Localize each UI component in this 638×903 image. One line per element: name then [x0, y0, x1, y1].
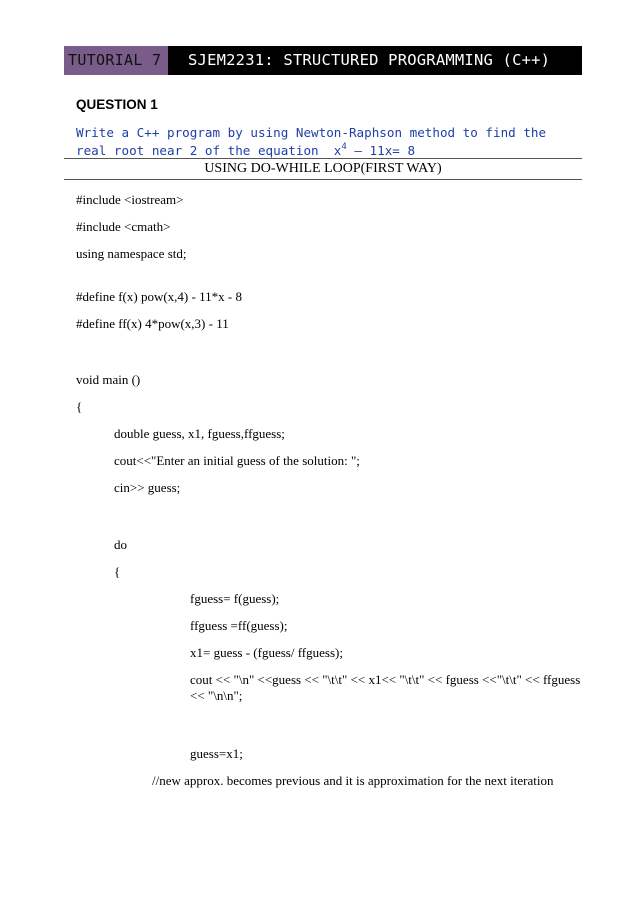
question-label: QUESTION 1	[76, 97, 158, 112]
code-line: {	[76, 399, 83, 414]
code-line: using namespace std;	[76, 246, 187, 261]
code-line: guess=x1;	[190, 746, 243, 761]
heading-bottom-rule	[64, 179, 582, 180]
code-line: {	[114, 564, 121, 579]
code-comment: //new approx. becomes previous and it is approximation for the next iteration	[152, 773, 554, 788]
section-heading: USING DO-WHILE LOOP(FIRST WAY)	[204, 161, 442, 176]
heading-top-rule	[64, 158, 582, 159]
tutorial-label: TUTORIAL 7	[64, 46, 168, 75]
code-line: void main ()	[76, 372, 141, 387]
exponent: 4	[341, 142, 347, 152]
course-title: SJEM2231: STRUCTURED PROGRAMMING (C++)	[174, 46, 582, 75]
code-line: cin>> guess;	[114, 480, 181, 495]
header-bar	[64, 46, 582, 75]
question-line-1: Write a C++ program by using Newton-Raphson method to find the	[76, 125, 547, 140]
question-line-2-end: – 11x= 8	[346, 143, 416, 158]
code-line: x1= guess - (fguess/ ffguess);	[190, 645, 343, 660]
code-line: double guess, x1, fguess,ffguess;	[114, 426, 285, 441]
code-line: ffguess =ff(guess);	[190, 618, 288, 633]
code-line: #include <cmath>	[76, 219, 171, 234]
question-line-2-start: real root near 2 of the equation x	[76, 143, 342, 158]
code-line: #include <iostream>	[76, 192, 184, 207]
code-line: #define f(x) pow(x,4) - 11*x - 8	[76, 289, 242, 304]
question-text	[76, 124, 586, 160]
code-line: cout << "\n" <<guess << "\t\t" << x1<< "\t\t" << fguess <<"\t\t" << ffguess << "\n\n";	[190, 672, 581, 703]
code-line: #define ff(x) 4*pow(x,3) - 11	[76, 316, 229, 331]
code-line: cout<<"Enter an initial guess of the solution: ";	[114, 453, 360, 468]
code-line: do	[114, 537, 127, 552]
code-line: fguess= f(guess);	[190, 591, 280, 606]
